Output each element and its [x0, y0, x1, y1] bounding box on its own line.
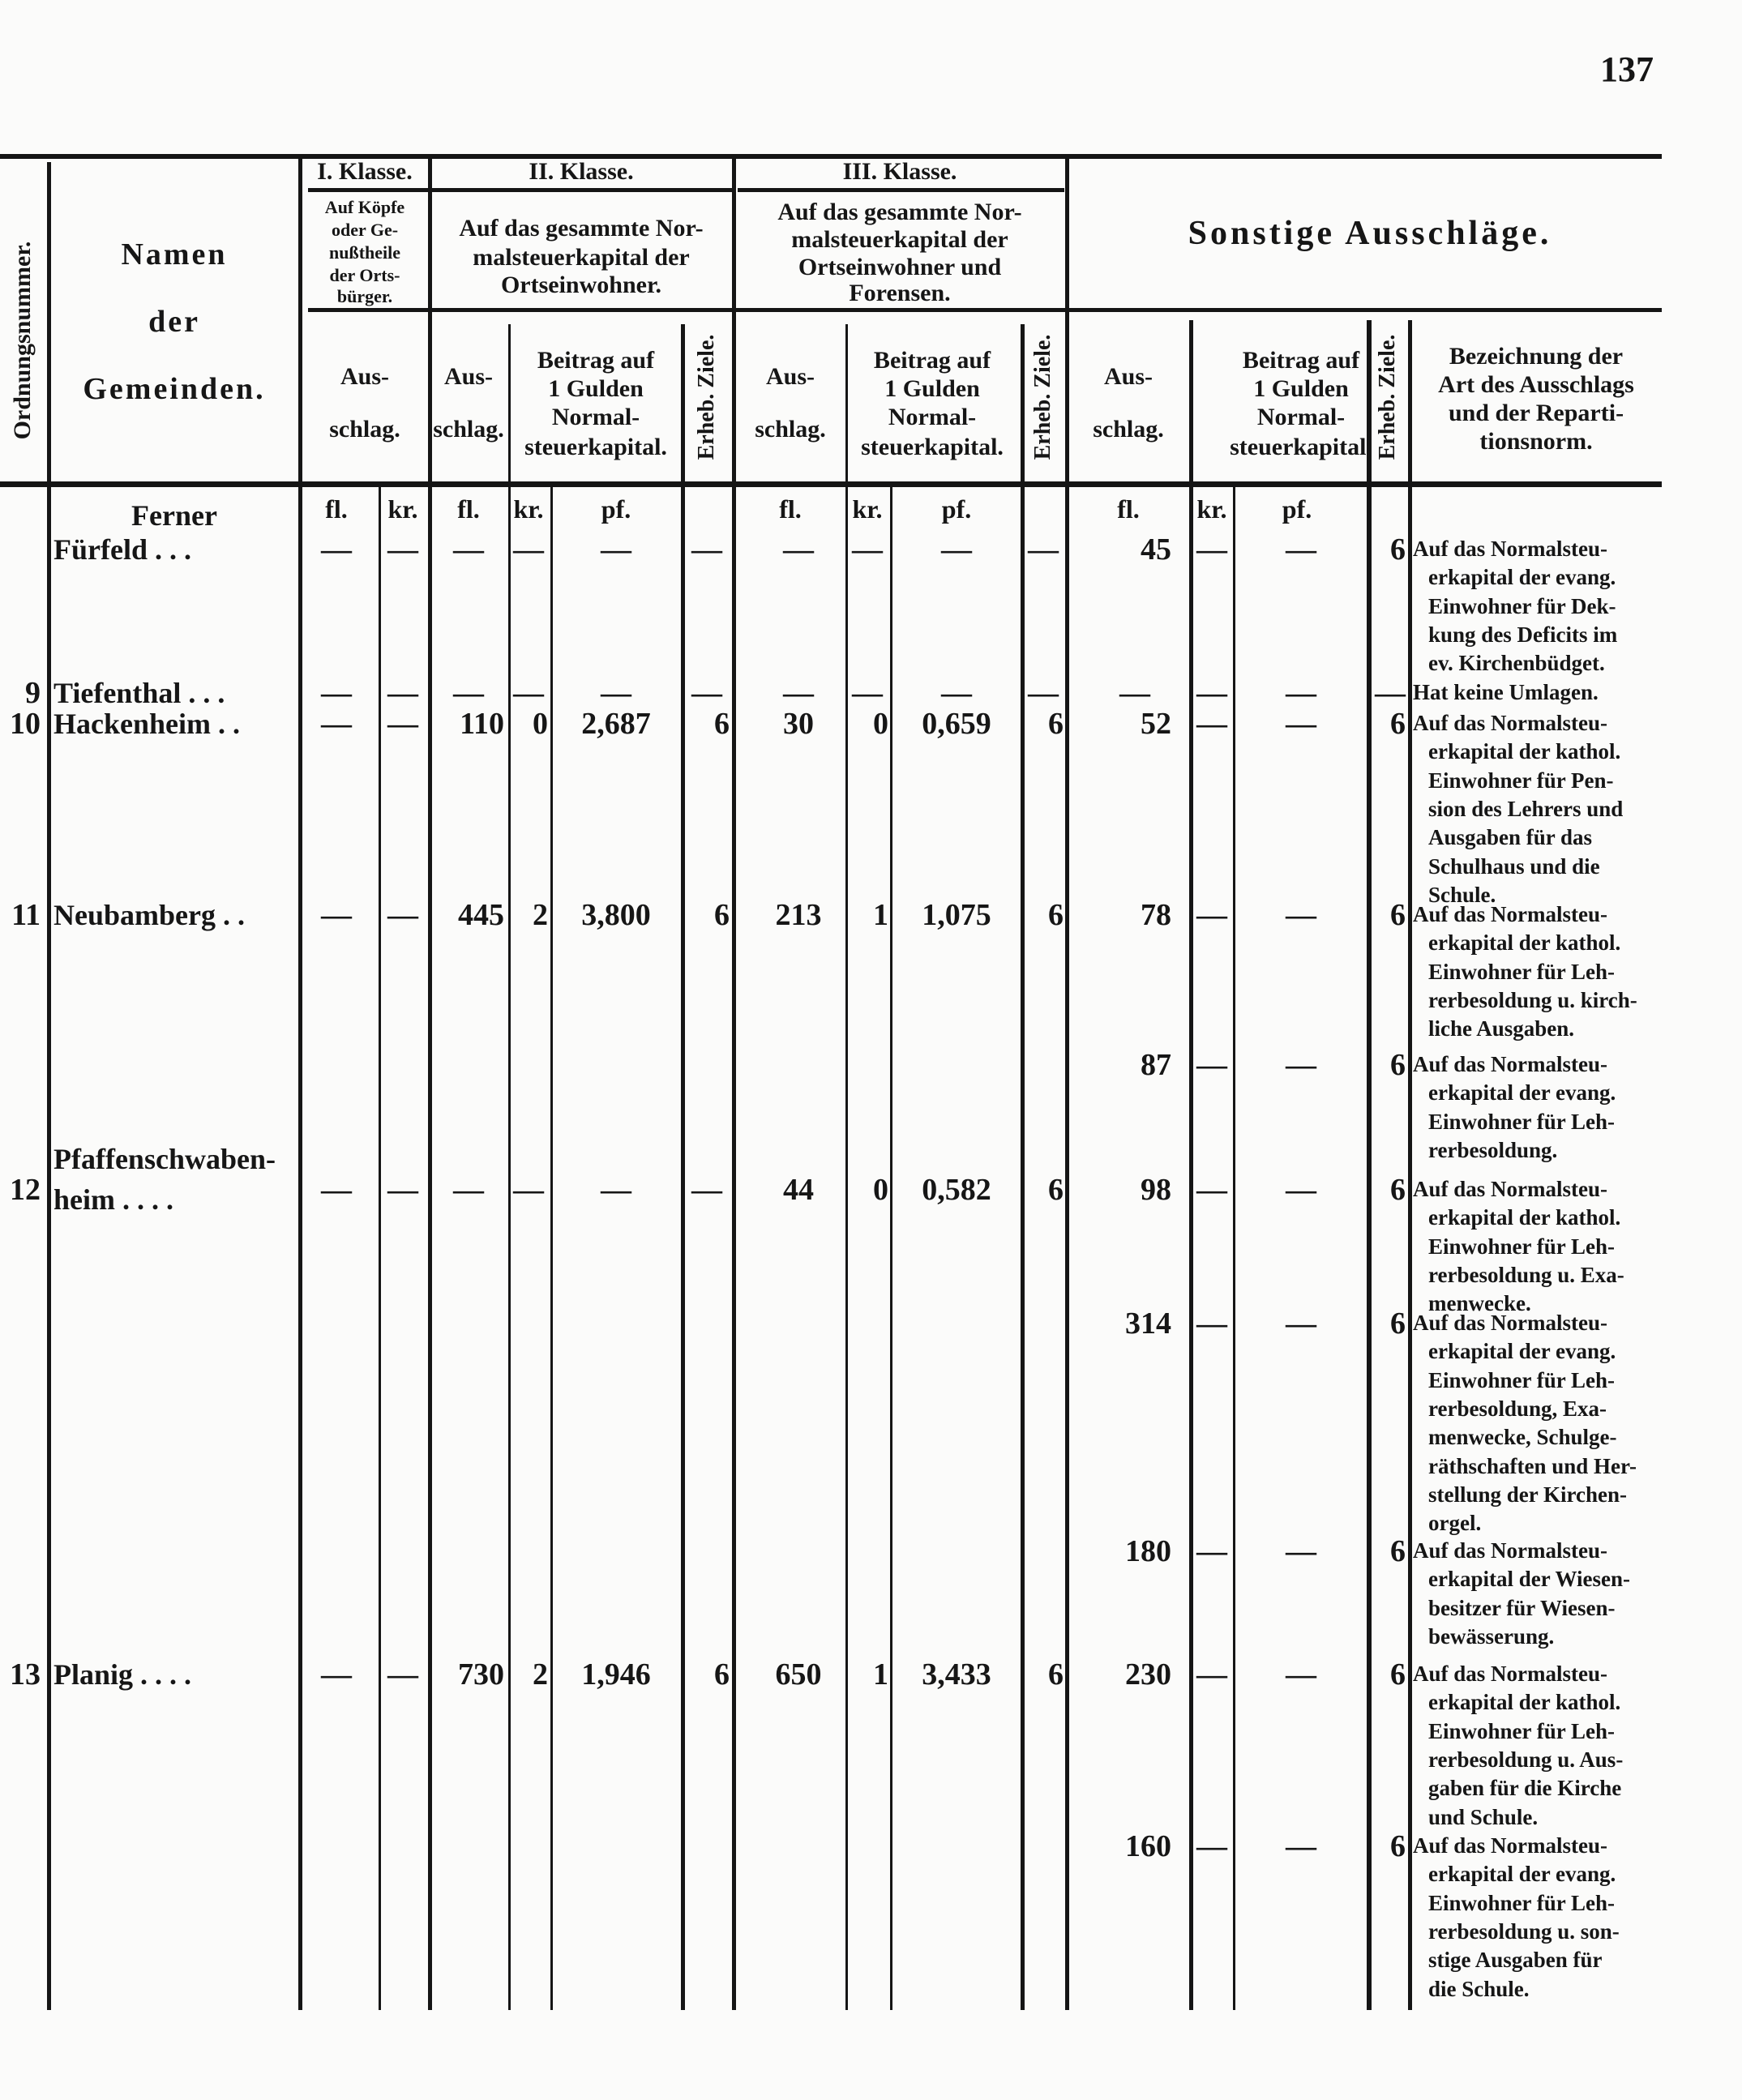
class3-kr: 1 — [873, 1657, 888, 1692]
levy-description-line: Einwohner für Leh- — [1428, 959, 1616, 984]
rule-vertical — [1189, 320, 1193, 2010]
class2-terms: — — [691, 532, 722, 567]
other-assessment-header: Aus- — [1103, 363, 1153, 390]
levy-description-line: erkapital der kathol. — [1428, 739, 1621, 764]
other-kr: — — [1196, 898, 1227, 932]
rule-vertical — [890, 486, 892, 2010]
class3-kr: 1 — [873, 898, 888, 932]
class3-terms: 6 — [1048, 898, 1064, 932]
levy-description-line: rerbesoldung u. son- — [1428, 1918, 1620, 1944]
levy-description-line: Auf das Normalsteu- — [1413, 1662, 1607, 1686]
other-assessment-header: schlag. — [1093, 416, 1164, 443]
other-pf: — — [1286, 532, 1316, 567]
class2-pf: — — [601, 676, 631, 710]
class1-kr: — — [387, 898, 418, 932]
levy-description-line: Auf das Normalsteu- — [1413, 711, 1607, 735]
class3-assessment-header: schlag. — [755, 416, 826, 443]
class3-description: Ortseinwohner und — [798, 254, 1002, 280]
community-name: Tiefenthal . . . — [54, 677, 225, 709]
class3-fl: 213 — [775, 898, 822, 932]
rule-vertical — [428, 159, 432, 2010]
levy-description-line: die Schule. — [1428, 1976, 1530, 2001]
rule-horizontal — [308, 188, 734, 192]
other-fl: 87 — [1141, 1048, 1171, 1082]
class3-assessment-header: Aus- — [765, 363, 815, 390]
other-kr: — — [1196, 1829, 1227, 1863]
class3-pf: — — [941, 532, 972, 567]
other-fl: 180 — [1125, 1534, 1171, 1568]
row-number: 13 — [10, 1657, 41, 1692]
levy-description-line: erkapital der evang. — [1428, 1862, 1616, 1887]
class3-description: Forensen. — [849, 280, 951, 306]
community-name: Hackenheim . . — [54, 708, 240, 740]
class3-contribution-header: Normal- — [888, 404, 977, 430]
names-header: der — [148, 305, 200, 339]
class3-fl: 30 — [783, 707, 814, 741]
unit-label: kr. — [1196, 494, 1227, 524]
class3-terms: 6 — [1048, 1173, 1064, 1207]
class2-kr: — — [513, 676, 544, 710]
class1-fl: — — [321, 1173, 352, 1207]
order-number-header: Ordnungsnummer. — [9, 241, 36, 440]
levy-description-line: orgel. — [1428, 1511, 1482, 1536]
rule-horizontal — [308, 308, 1662, 312]
rule-vertical — [1021, 324, 1025, 2010]
levy-description-line: bewässerung. — [1428, 1623, 1555, 1649]
class2-terms: — — [691, 1173, 722, 1207]
class1-fl: — — [321, 898, 352, 932]
levy-description-line: Schule. — [1428, 882, 1496, 907]
levy-description-line: erkapital der Wiesen- — [1428, 1567, 1630, 1592]
levy-description-line: stige Ausgaben für — [1428, 1948, 1603, 1973]
levy-description-line: Auf das Normalsteu- — [1413, 1177, 1607, 1201]
class3-pf: 3,433 — [922, 1657, 991, 1692]
levy-description-line: erkapital der evang. — [1428, 565, 1616, 590]
class3-fl: 44 — [783, 1173, 814, 1207]
class2-pf: 2,687 — [581, 707, 651, 741]
class1-kr: — — [387, 532, 418, 567]
other-fl: 160 — [1125, 1829, 1171, 1863]
class3-contribution-header: steuerkapital. — [861, 434, 1004, 460]
class2-fl: 445 — [458, 898, 504, 932]
unit-label: kr. — [513, 494, 544, 524]
class3-contribution-header: Beitrag auf — [873, 347, 991, 374]
rule-vertical — [681, 324, 685, 2010]
other-contribution-header: Beitrag auf — [1242, 347, 1360, 374]
rule-vertical — [1065, 159, 1069, 2010]
unit-label: pf. — [601, 494, 631, 524]
levy-description-line: erkapital der kathol. — [1428, 1205, 1621, 1230]
class2-pf: 1,946 — [581, 1657, 651, 1692]
community-name: heim . . . . — [54, 1183, 173, 1216]
class2-terms: 6 — [714, 898, 730, 932]
other-fl: 314 — [1125, 1307, 1171, 1341]
class2-pf: — — [601, 1173, 631, 1207]
designation-header: Bezeichnung der — [1449, 343, 1624, 370]
designation-header: und der Reparti- — [1448, 400, 1624, 426]
other-fl: — — [1119, 676, 1150, 710]
other-fl: 45 — [1141, 532, 1171, 567]
community-name: Ferner — [131, 499, 217, 532]
other-terms: — — [1375, 676, 1406, 710]
other-contribution-header: 1 Gulden — [1253, 375, 1349, 402]
unit-label: fl. — [457, 494, 480, 524]
other-terms: 6 — [1390, 1534, 1406, 1568]
rule-vertical — [1408, 320, 1412, 2010]
levy-description-line: Auf das Normalsteu- — [1413, 537, 1607, 561]
class1-kr: — — [387, 707, 418, 741]
other-contribution-header: steuerkapital. — [1230, 434, 1372, 460]
levy-description-line: Auf das Normalsteu- — [1413, 1833, 1607, 1858]
levy-description-line: Einwohner für Leh- — [1428, 1718, 1616, 1743]
class3-fl: — — [783, 676, 814, 710]
other-terms: 6 — [1390, 1657, 1406, 1692]
class1-fl: — — [321, 707, 352, 741]
other-terms: 6 — [1390, 1307, 1406, 1341]
other-terms: 6 — [1390, 707, 1406, 741]
levy-description-line: Schulhaus und die — [1428, 853, 1600, 879]
other-terms: 6 — [1390, 1829, 1406, 1863]
levy-description-line: rerbesoldung, Exa- — [1428, 1396, 1607, 1421]
community-name: Pfaffenschwaben- — [54, 1143, 276, 1175]
class2-kr: 0 — [533, 707, 548, 741]
levy-description-line: kung des Deficits im — [1428, 622, 1618, 647]
unit-label: kr. — [852, 494, 883, 524]
class2-pf: 3,800 — [581, 898, 651, 932]
class1-assessment-header: schlag. — [329, 416, 400, 443]
levy-description-line: Auf das Normalsteu- — [1413, 902, 1607, 926]
class2-description: malsteuerkapital der — [473, 244, 690, 271]
levy-description-line: Einwohner für Leh- — [1428, 1367, 1616, 1392]
row-number: 12 — [10, 1173, 41, 1207]
levy-description-line: räthschaften und Her- — [1428, 1453, 1637, 1478]
levy-description-line: Einwohner für Leh- — [1428, 1890, 1616, 1915]
levy-description-line: besitzer für Wiesen- — [1428, 1595, 1616, 1620]
rule-horizontal — [0, 481, 1662, 487]
class3-description: malsteuerkapital der — [791, 226, 1008, 253]
levy-description-line: Hat keine Umlagen. — [1413, 680, 1599, 704]
other-pf: — — [1286, 1534, 1316, 1568]
class3-terms: 6 — [1048, 707, 1064, 741]
class1-description: nußtheile — [328, 242, 401, 263]
other-pf: — — [1286, 898, 1316, 932]
other-pf: — — [1286, 707, 1316, 741]
class2-kr: — — [513, 532, 544, 567]
class1-fl: — — [321, 676, 352, 710]
designation-header: Art des Ausschlags — [1438, 371, 1634, 398]
rule-horizontal — [0, 154, 1662, 159]
other-contribution-header: Normal- — [1256, 404, 1346, 430]
class1-description: der Orts- — [329, 265, 400, 285]
levy-description-line: Auf das Normalsteu- — [1413, 1311, 1607, 1335]
unit-label: fl. — [779, 494, 802, 524]
row-number: 10 — [10, 707, 41, 741]
other-fl: 78 — [1141, 898, 1171, 932]
class2-contribution-header: Beitrag auf — [537, 347, 655, 374]
class2-kr: 2 — [533, 1657, 548, 1692]
class2-fl: 110 — [460, 707, 504, 741]
levy-description-line: erkapital der evang. — [1428, 1080, 1616, 1106]
class2-kr: 2 — [533, 898, 548, 932]
class2-title: II. Klasse. — [529, 158, 634, 185]
class2-contribution-header: 1 Gulden — [548, 375, 644, 402]
other-terms-header: Erheb. Ziele. — [1375, 334, 1400, 460]
class2-fl: — — [453, 532, 484, 567]
class2-description: Auf das gesammte Nor- — [459, 215, 704, 242]
other-terms: 6 — [1390, 532, 1406, 567]
names-header: Gemeinden. — [83, 372, 266, 406]
class3-contribution-header: 1 Gulden — [884, 375, 980, 402]
levy-description-line: stellung der Kirchen- — [1428, 1482, 1628, 1507]
levy-description-line: rerbesoldung. — [1428, 1137, 1558, 1162]
levy-description-line: erkapital der kathol. — [1428, 1690, 1621, 1715]
class3-terms: — — [1028, 676, 1059, 710]
class2-assessment-header: Aus- — [443, 363, 494, 390]
class1-description: Auf Köpfe — [324, 197, 405, 217]
class1-assessment-header: Aus- — [340, 363, 390, 390]
other-kr: — — [1196, 1048, 1227, 1082]
class3-fl: 650 — [775, 1657, 822, 1692]
levy-description-line: menwecke. — [1428, 1291, 1531, 1316]
levy-description-line: Auf das Normalsteu- — [1413, 1052, 1607, 1076]
levy-description-line: Auf das Normalsteu- — [1413, 1538, 1607, 1563]
class2-description: Ortseinwohner. — [500, 272, 662, 298]
rule-vertical — [1233, 486, 1235, 2010]
rule-vertical — [732, 159, 736, 2010]
class2-terms: 6 — [714, 707, 730, 741]
class2-contribution-header: Normal- — [551, 404, 640, 430]
other-kr: — — [1196, 676, 1227, 710]
other-kr: — — [1196, 1534, 1227, 1568]
other-kr: — — [1196, 1307, 1227, 1341]
other-levies-title: Sonstige Ausschläge. — [1188, 215, 1552, 252]
row-number: 11 — [11, 898, 41, 932]
class1-kr: — — [387, 1657, 418, 1692]
class3-kr: — — [852, 532, 883, 567]
class1-kr: — — [387, 1173, 418, 1207]
other-pf: — — [1286, 1829, 1316, 1863]
class3-pf: 0,582 — [922, 1173, 991, 1207]
levy-description-line: und Schule. — [1428, 1804, 1539, 1829]
page-number: 137 — [1600, 49, 1654, 89]
unit-label: fl. — [325, 494, 348, 524]
class2-terms-header: Erheb. Ziele. — [694, 334, 719, 460]
class3-pf: — — [941, 676, 972, 710]
other-pf: — — [1286, 1657, 1316, 1692]
unit-label: kr. — [387, 494, 418, 524]
levy-description-line: Einwohner für Leh- — [1428, 1234, 1616, 1259]
other-terms: 6 — [1390, 1048, 1406, 1082]
rule-vertical — [379, 486, 381, 2010]
class2-fl: — — [453, 1173, 484, 1207]
levy-description-line: liche Ausgaben. — [1428, 1016, 1575, 1041]
class1-fl: — — [321, 1657, 352, 1692]
class3-fl: — — [783, 532, 814, 567]
unit-label: pf. — [941, 494, 972, 524]
class1-description: bürger. — [336, 286, 393, 306]
other-pf: — — [1286, 676, 1316, 710]
levy-description-line: menwecke, Schulge- — [1428, 1425, 1617, 1450]
community-name: Neubamberg . . — [54, 899, 245, 931]
rule-vertical — [845, 324, 848, 2010]
other-fl: 230 — [1125, 1657, 1171, 1692]
class2-fl: — — [453, 676, 484, 710]
levy-description-line: Einwohner für Dek- — [1428, 593, 1616, 618]
levy-description-line: erkapital der kathol. — [1428, 930, 1621, 956]
rule-vertical — [508, 324, 511, 2010]
rule-vertical — [550, 486, 553, 2010]
unit-label: fl. — [1117, 494, 1140, 524]
class1-description: oder Ge- — [331, 220, 399, 240]
class2-assessment-header: schlag. — [433, 416, 504, 443]
levy-description-line: ev. Kirchenbüdget. — [1428, 651, 1605, 676]
other-fl: 98 — [1141, 1173, 1171, 1207]
other-pf: — — [1286, 1048, 1316, 1082]
names-header: Namen — [121, 237, 228, 272]
class3-pf: 0,659 — [922, 707, 991, 741]
class1-fl: — — [321, 532, 352, 567]
class3-title: III. Klasse. — [842, 158, 957, 185]
other-kr: — — [1196, 1657, 1227, 1692]
other-terms: 6 — [1390, 1173, 1406, 1207]
levy-description-line: Einwohner für Pen- — [1428, 768, 1614, 793]
class2-fl: 730 — [458, 1657, 504, 1692]
rule-vertical — [1367, 320, 1372, 2010]
levy-description-line: rerbesoldung u. Aus- — [1428, 1747, 1624, 1772]
other-fl: 52 — [1141, 707, 1171, 741]
levy-description-line: Ausgaben für das — [1428, 825, 1593, 850]
class1-title: I. Klasse. — [317, 158, 413, 185]
class2-kr: — — [513, 1173, 544, 1207]
other-kr: — — [1196, 1173, 1227, 1207]
rule-vertical — [298, 159, 302, 2010]
community-name: Fürfeld . . . — [54, 533, 191, 566]
class3-terms-header: Erheb. Ziele. — [1030, 334, 1055, 460]
class3-kr: 0 — [873, 1173, 888, 1207]
levy-description-line: rerbesoldung u. Exa- — [1428, 1262, 1624, 1287]
other-kr: — — [1196, 707, 1227, 741]
levy-description-line: rerbesoldung u. kirch- — [1428, 987, 1637, 1012]
community-name: Planig . . . . — [54, 1658, 192, 1691]
unit-label: pf. — [1282, 494, 1312, 524]
class2-contribution-header: steuerkapital. — [524, 434, 667, 460]
levy-description-line: sion des Lehrers und — [1428, 796, 1624, 821]
class1-kr: — — [387, 676, 418, 710]
class3-description: Auf das gesammte Nor- — [777, 199, 1022, 225]
class3-pf: 1,075 — [922, 898, 991, 932]
class3-terms: 6 — [1048, 1657, 1064, 1692]
other-kr: — — [1196, 532, 1227, 567]
class3-kr: — — [852, 676, 883, 710]
class2-terms: — — [691, 676, 722, 710]
class3-kr: 0 — [873, 707, 888, 741]
rule-horizontal — [738, 188, 1064, 192]
levy-description-line: erkapital der evang. — [1428, 1339, 1616, 1364]
class3-terms: — — [1028, 532, 1059, 567]
other-terms: 6 — [1390, 898, 1406, 932]
levy-description-line: gaben für die Kirche — [1428, 1776, 1622, 1801]
levy-description-line: Einwohner für Leh- — [1428, 1109, 1616, 1134]
other-pf: — — [1286, 1307, 1316, 1341]
designation-header: tionsnorm. — [1479, 428, 1593, 455]
class2-pf: — — [601, 532, 631, 567]
class2-terms: 6 — [714, 1657, 730, 1692]
row-number: 9 — [25, 676, 41, 710]
other-pf: — — [1286, 1173, 1316, 1207]
rule-vertical — [47, 162, 51, 2010]
